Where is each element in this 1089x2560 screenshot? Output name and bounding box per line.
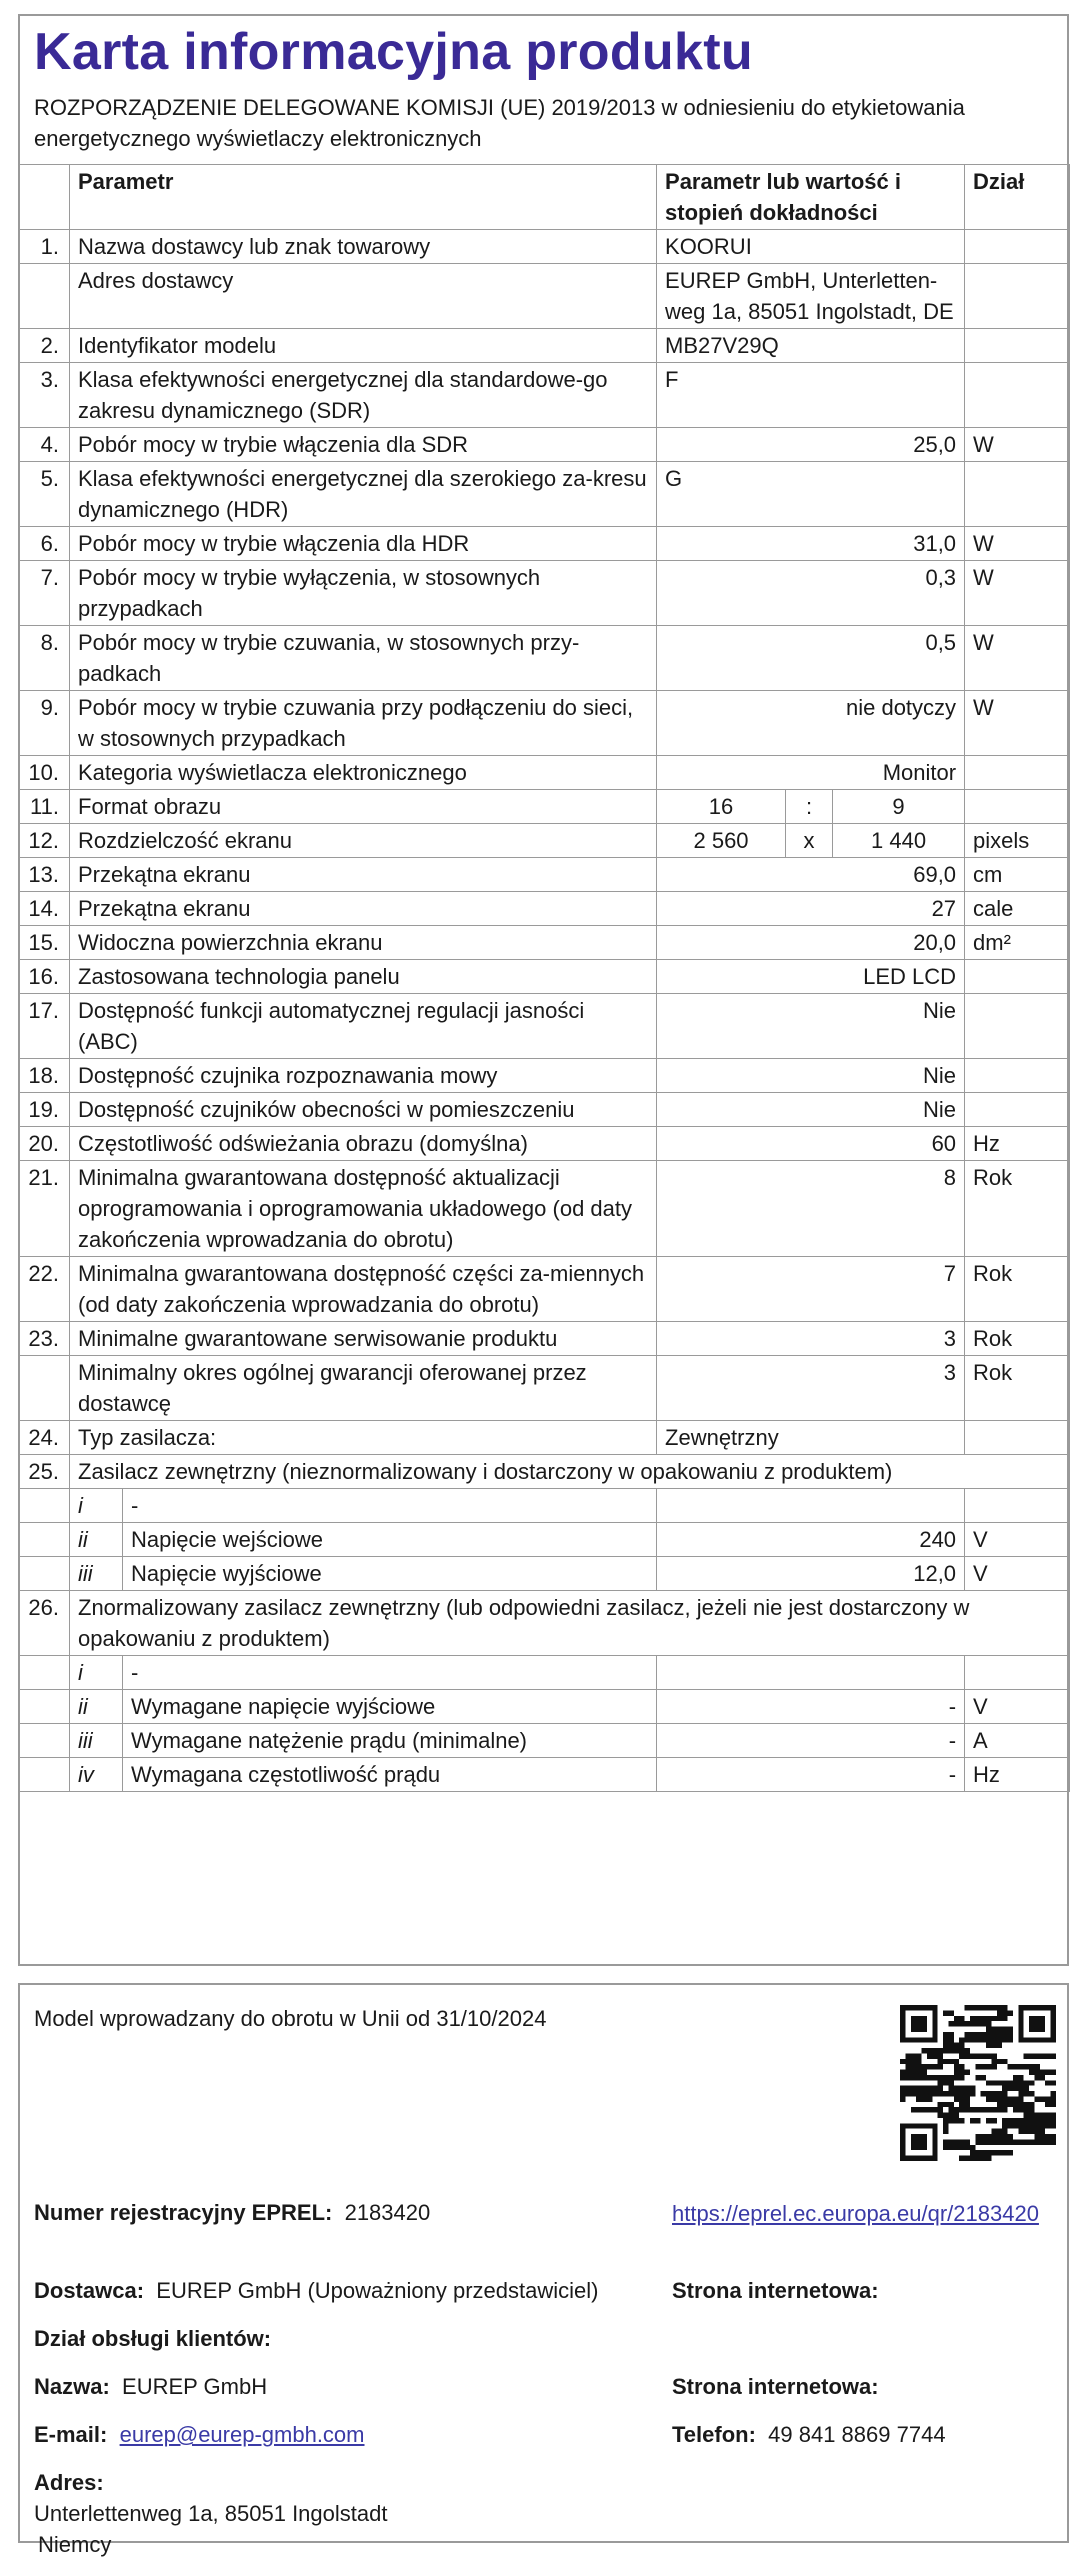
regulation-subtitle: ROZPORZĄDZENIE DELEGOWANE KOMISJI (UE) 2019/2013 w odniesieniu do etykietowania energetycznego wyświetlaczy elektronicznych	[34, 95, 965, 151]
eprel-label: Numer rejestracyjny EPREL:	[34, 2200, 333, 2225]
row-number-cell: 4.	[19, 428, 70, 462]
param-cell: Widoczna powierzchnia ekranu	[70, 926, 657, 960]
sub-index-cell: iv	[70, 1758, 123, 1792]
unit-cell: W	[965, 691, 1070, 756]
table-row	[19, 926, 1070, 960]
param-cell: Wymagane natężenie prądu (minimalne)	[123, 1724, 657, 1758]
website-label: Strona internetowa:	[672, 2278, 879, 2303]
param-cell: Klasa efektywności energetycznej dla szerokiego za-kresu dynamicznego (HDR)	[70, 462, 657, 527]
param-cell: Zasilacz zewnętrzny (nieznormalizowany i dostarczony w opakowaniu z produktem)	[70, 1455, 1070, 1489]
value-cell: 8	[657, 1161, 965, 1257]
param-cell: Adres dostawcy	[70, 264, 657, 329]
value-cell: 1 440	[833, 824, 965, 858]
table-row	[19, 1591, 1070, 1656]
row-number-cell	[19, 264, 70, 329]
table-row	[19, 1059, 1070, 1093]
row-number-cell: 12.	[19, 824, 70, 858]
row-number-cell: 13.	[19, 858, 70, 892]
value-cell: -	[657, 1690, 965, 1724]
unit-cell: W	[965, 527, 1070, 561]
table-row	[19, 428, 1070, 462]
table-row	[19, 858, 1070, 892]
param-cell: Nazwa dostawcy lub znak towarowy	[70, 230, 657, 264]
name-value: EUREP GmbH	[122, 2374, 268, 2399]
table-row	[19, 1356, 1070, 1421]
value-cell: 31,0	[657, 527, 965, 561]
unit-cell	[965, 994, 1070, 1059]
value-cell: Zewnętrzny	[657, 1421, 965, 1455]
page-title: Karta informacyjna produktu	[34, 23, 753, 81]
table-row	[19, 230, 1070, 264]
name-label: Nazwa:	[34, 2374, 110, 2399]
param-cell: Identyfikator modelu	[70, 329, 657, 363]
value-cell: 0,5	[657, 626, 965, 691]
row-number-cell: 7.	[19, 561, 70, 626]
market-date-note: Model wprowadzany do obrotu w Unii od 31/10/2024	[34, 2006, 547, 2031]
table-row	[19, 790, 1070, 824]
table-row	[19, 1724, 1070, 1758]
table-row	[19, 264, 1070, 329]
value-cell: 25,0	[657, 428, 965, 462]
param-cell: Typ zasilacza:	[70, 1421, 657, 1455]
table-header-row	[19, 165, 1070, 230]
param-cell: Znormalizowany zasilacz zewnętrzny (lub odpowiedni zasilacz, jeżeli nie jest dostarczony w opakowaniu z produktem)	[70, 1591, 1070, 1656]
param-cell: Minimalne gwarantowane serwisowanie produktu	[70, 1322, 657, 1356]
row-number-cell: 5.	[19, 462, 70, 527]
param-cell: Rozdzielczość ekranu	[70, 824, 657, 858]
unit-cell	[965, 1489, 1070, 1523]
supplier-value: EUREP GmbH (Upoważniony przedstawiciel)	[156, 2278, 599, 2303]
param-cell: Dostępność funkcji automatycznej regulacji jasności (ABC)	[70, 994, 657, 1059]
table-row	[19, 1690, 1070, 1724]
table-row	[19, 1127, 1070, 1161]
supplier-label: Dostawca:	[34, 2278, 145, 2303]
param-cell: Wymagane napięcie wyjściowe	[123, 1690, 657, 1724]
table-row	[19, 363, 1070, 428]
row-number-cell: 25.	[19, 1455, 70, 1489]
unit-cell	[965, 960, 1070, 994]
table-row	[19, 626, 1070, 691]
table-row	[19, 892, 1070, 926]
sub-index-cell: iii	[70, 1557, 123, 1591]
value-cell: 12,0	[657, 1557, 965, 1591]
table-row	[19, 561, 1070, 626]
value-cell: LED LCD	[657, 960, 965, 994]
name-row	[34, 2371, 267, 2402]
param-cell: Pobór mocy w trybie włączenia dla SDR	[70, 428, 657, 462]
unit-cell	[965, 230, 1070, 264]
table-row	[19, 756, 1070, 790]
row-number-cell	[19, 1523, 70, 1557]
row-number-cell: 2.	[19, 329, 70, 363]
param-cell: Dostępność czujnika rozpoznawania mowy	[70, 1059, 657, 1093]
table-row	[19, 1489, 1070, 1523]
website-label-2: Strona internetowa:	[672, 2374, 879, 2399]
unit-cell: V	[965, 1557, 1070, 1591]
unit-cell: Rok	[965, 1161, 1070, 1257]
row-number-cell: 10.	[19, 756, 70, 790]
param-cell: Dostępność czujników obecności w pomieszczeniu	[70, 1093, 657, 1127]
product-info-card	[18, 14, 1069, 1966]
row-number-cell: 22.	[19, 1257, 70, 1322]
row-number-cell: 1.	[19, 230, 70, 264]
unit-cell: cm	[965, 858, 1070, 892]
param-cell: Wymagana częstotliwość prądu	[123, 1758, 657, 1792]
value-cell: 3	[657, 1356, 965, 1421]
row-number-cell: 24.	[19, 1421, 70, 1455]
unit-cell: W	[965, 626, 1070, 691]
table-row	[19, 1421, 1070, 1455]
param-cell: Napięcie wyjściowe	[123, 1557, 657, 1591]
param-cell: Klasa efektywności energetycznej dla standardowe-go zakresu dynamicznego (SDR)	[70, 363, 657, 428]
col-header-unit: Dział	[965, 165, 1070, 230]
row-number-cell: 16.	[19, 960, 70, 994]
value-cell: -	[657, 1758, 965, 1792]
phone-row	[672, 2419, 946, 2450]
eprel-row	[34, 2197, 430, 2228]
col-header-value: Parametr lub wartość i stopień dokładności	[657, 165, 965, 230]
table-row	[19, 824, 1070, 858]
row-number-cell	[19, 1724, 70, 1758]
unit-cell	[965, 462, 1070, 527]
unit-cell: Rok	[965, 1356, 1070, 1421]
sub-index-cell: i	[70, 1656, 123, 1690]
value-cell: Nie	[657, 994, 965, 1059]
value-cell: G	[657, 462, 965, 527]
value-cell: 20,0	[657, 926, 965, 960]
unit-cell	[965, 264, 1070, 329]
row-number-cell: 15.	[19, 926, 70, 960]
table-row	[19, 1758, 1070, 1792]
sub-index-cell: i	[70, 1489, 123, 1523]
sub-index-cell: ii	[70, 1523, 123, 1557]
param-cell: Zastosowana technologia panelu	[70, 960, 657, 994]
value-cell: 7	[657, 1257, 965, 1322]
value-cell: EUREP GmbH, Unterletten-weg 1a, 85051 Ingolstadt, DE	[657, 264, 965, 329]
supplier-row	[34, 2275, 598, 2306]
table-row	[19, 1322, 1070, 1356]
row-number-cell: 11.	[19, 790, 70, 824]
sub-index-cell: iii	[70, 1724, 123, 1758]
separator-cell: :	[786, 790, 833, 824]
row-number-cell: 26.	[19, 1591, 70, 1656]
sub-index-cell: ii	[70, 1690, 123, 1724]
param-cell: Przekątna ekranu	[70, 892, 657, 926]
param-cell: Minimalny okres ogólnej gwarancji oferowanej przez dostawcę	[70, 1356, 657, 1421]
unit-cell: W	[965, 561, 1070, 626]
unit-cell	[965, 1059, 1070, 1093]
unit-cell: dm²	[965, 926, 1070, 960]
table-row	[19, 1093, 1070, 1127]
row-number-cell: 23.	[19, 1322, 70, 1356]
param-cell: Minimalna gwarantowana dostępność części za-miennych (od daty zakończenia wprowadzania do obrotu)	[70, 1257, 657, 1322]
table-row	[19, 1161, 1070, 1257]
value-cell: 2 560	[657, 824, 786, 858]
value-cell: 16	[657, 790, 786, 824]
row-number-cell: 3.	[19, 363, 70, 428]
email-label: E-mail:	[34, 2422, 108, 2447]
unit-cell: pixels	[965, 824, 1070, 858]
value-cell: 69,0	[657, 858, 965, 892]
table-row	[19, 691, 1070, 756]
unit-cell: Hz	[965, 1127, 1070, 1161]
row-number-cell: 6.	[19, 527, 70, 561]
address-label: Adres:	[34, 2470, 104, 2495]
table-row	[19, 1523, 1070, 1557]
param-cell: Napięcie wejściowe	[123, 1523, 657, 1557]
table-row	[19, 1557, 1070, 1591]
table-row	[19, 960, 1070, 994]
unit-cell: cale	[965, 892, 1070, 926]
row-number-cell	[19, 1758, 70, 1792]
value-cell: nie dotyczy	[657, 691, 965, 756]
row-number-cell: 8.	[19, 626, 70, 691]
param-cell: Pobór mocy w trybie wyłączenia, w stosownych przypadkach	[70, 561, 657, 626]
row-number-cell: 19.	[19, 1093, 70, 1127]
row-number-cell: 17.	[19, 994, 70, 1059]
spec-table	[18, 164, 1070, 1792]
table-row	[19, 1656, 1070, 1690]
value-cell: 240	[657, 1523, 965, 1557]
row-number-cell	[19, 1557, 70, 1591]
unit-cell: Rok	[965, 1322, 1070, 1356]
table-row	[19, 1455, 1070, 1489]
param-cell: -	[123, 1656, 657, 1690]
value-cell	[657, 1656, 965, 1690]
value-cell: 60	[657, 1127, 965, 1161]
eprel-number: 2183420	[344, 2200, 431, 2225]
value-cell: 9	[833, 790, 965, 824]
param-cell: Format obrazu	[70, 790, 657, 824]
value-cell: Monitor	[657, 756, 965, 790]
row-number-cell: 14.	[19, 892, 70, 926]
email-row	[34, 2419, 365, 2450]
value-cell: 3	[657, 1322, 965, 1356]
qr-code-icon	[900, 2005, 1056, 2161]
value-cell: Nie	[657, 1059, 965, 1093]
col-header-param: Parametr	[70, 165, 657, 230]
row-number-cell	[19, 1656, 70, 1690]
param-cell: Pobór mocy w trybie czuwania przy podłączeniu do sieci, w stosownych przypadkach	[70, 691, 657, 756]
address-line-1: Unterlettenweg 1a, 85051 Ingolstadt	[34, 2501, 388, 2526]
param-cell: Minimalna gwarantowana dostępność aktualizacji oprogramowania i oprogramowania układowego (od daty zakończenia wprowadzania do obrotu)	[70, 1161, 657, 1257]
table-row	[19, 527, 1070, 561]
value-cell	[657, 1489, 965, 1523]
unit-cell: Hz	[965, 1758, 1070, 1792]
value-cell: F	[657, 363, 965, 428]
row-number-cell: 9.	[19, 691, 70, 756]
value-cell: MB27V29Q	[657, 329, 965, 363]
value-cell: 0,3	[657, 561, 965, 626]
supplier-info-box	[18, 1983, 1069, 2557]
param-cell: Częstotliwość odświeżania obrazu (domyślna)	[70, 1127, 657, 1161]
unit-cell	[965, 363, 1070, 428]
param-cell: Przekątna ekranu	[70, 858, 657, 892]
unit-cell	[965, 756, 1070, 790]
phone-label: Telefon:	[672, 2422, 756, 2447]
row-number-cell	[19, 1489, 70, 1523]
phone-value: 49 841 8869 7744	[768, 2422, 946, 2447]
row-number-cell	[19, 1356, 70, 1421]
param-cell: Kategoria wyświetlacza elektronicznego	[70, 756, 657, 790]
table-row	[19, 994, 1070, 1059]
table-row	[19, 329, 1070, 363]
value-cell: Nie	[657, 1093, 965, 1127]
unit-cell	[965, 790, 1070, 824]
unit-cell: V	[965, 1523, 1070, 1557]
customer-service-label: Dział obsługi klientów:	[34, 2326, 272, 2351]
value-cell: -	[657, 1724, 965, 1758]
unit-cell	[965, 1421, 1070, 1455]
row-number-cell: 21.	[19, 1161, 70, 1257]
param-cell: -	[123, 1489, 657, 1523]
unit-cell	[965, 1093, 1070, 1127]
table-row	[19, 462, 1070, 527]
row-number-cell: 18.	[19, 1059, 70, 1093]
row-number-cell	[19, 1690, 70, 1724]
email-link[interactable]: eurep@eurep-gmbh.com	[119, 2422, 365, 2447]
table-row	[19, 1257, 1070, 1322]
separator-cell: x	[786, 824, 833, 858]
param-cell: Pobór mocy w trybie włączenia dla HDR	[70, 527, 657, 561]
address-line-2: Niemcy	[38, 2532, 112, 2557]
unit-cell: Rok	[965, 1257, 1070, 1322]
unit-cell	[965, 329, 1070, 363]
unit-cell: A	[965, 1724, 1070, 1758]
unit-cell: W	[965, 428, 1070, 462]
unit-cell	[965, 1656, 1070, 1690]
unit-cell: V	[965, 1690, 1070, 1724]
row-number-cell: 20.	[19, 1127, 70, 1161]
value-cell: KOORUI	[657, 230, 965, 264]
value-cell: 27	[657, 892, 965, 926]
eprel-link[interactable]: https://eprel.ec.europa.eu/qr/2183420	[672, 2201, 1039, 2226]
param-cell: Pobór mocy w trybie czuwania, w stosownych przy-padkach	[70, 626, 657, 691]
